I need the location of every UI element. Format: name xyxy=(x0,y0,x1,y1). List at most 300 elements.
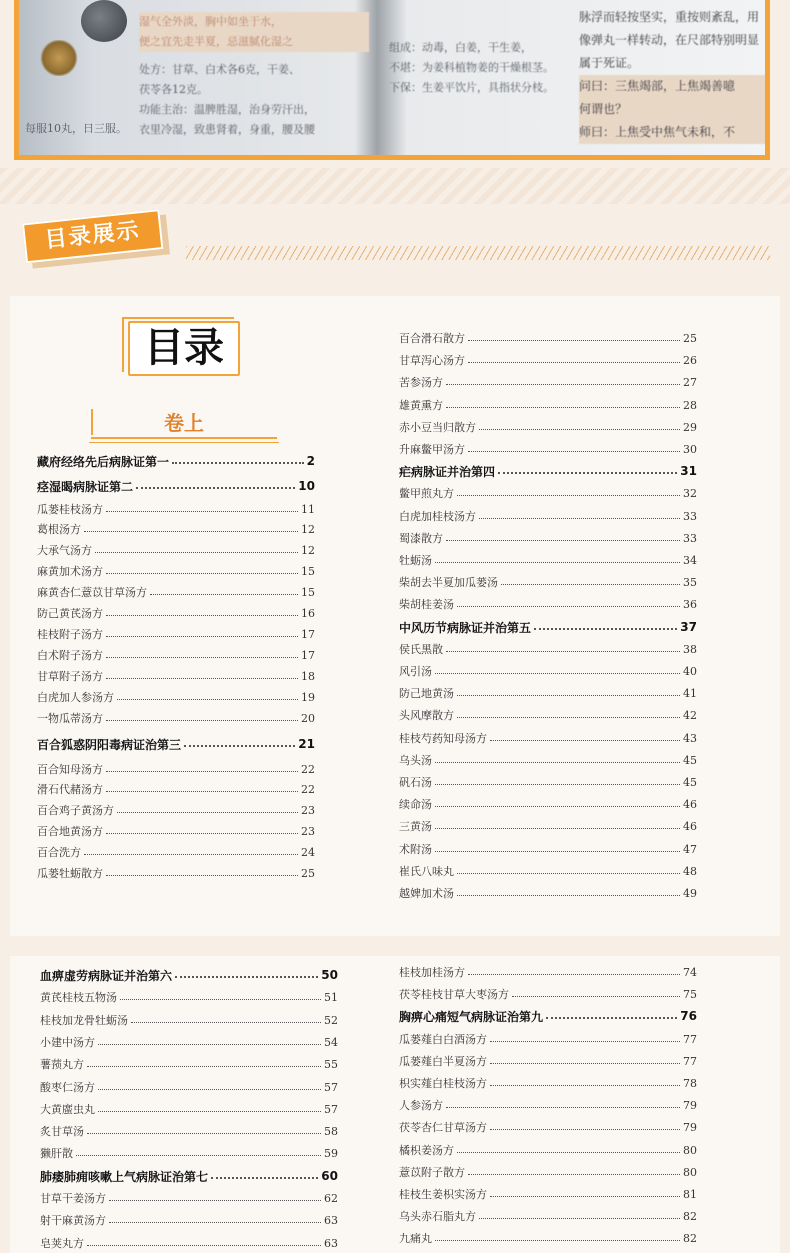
toc-chapter xyxy=(399,617,697,637)
dot-leader xyxy=(106,636,298,637)
toc-entry-title: 胸痹心痛短气病脉证治第九 xyxy=(399,1009,544,1024)
dot-leader xyxy=(109,1222,321,1223)
toc-entry-title: 薏苡附子散方 xyxy=(399,1166,465,1179)
toc-entry xyxy=(40,1121,338,1141)
herb-image xyxy=(39,40,79,76)
toc-chapter xyxy=(37,476,315,496)
dot-leader xyxy=(106,771,298,772)
dot-leader xyxy=(98,1044,321,1045)
toc-entry-page: 36 xyxy=(683,597,697,611)
dot-leader xyxy=(106,678,298,679)
dot-leader xyxy=(490,1196,680,1197)
toc-entry-page: 58 xyxy=(324,1124,338,1138)
toc-entry-title: 白虎加桂枝汤方 xyxy=(399,510,476,523)
toc-entry-title: 甘草干姜汤方 xyxy=(40,1192,106,1205)
toc-entry xyxy=(40,1210,338,1230)
toc-entry xyxy=(37,708,315,728)
toc-entry-title: 皂荚丸方 xyxy=(40,1237,84,1250)
toc-entry xyxy=(399,439,697,459)
dot-leader xyxy=(468,340,680,341)
toc-entry-title: 白术附子汤方 xyxy=(37,649,103,662)
toc-entry-title: 百合狐惑阴阳毒病证治第三 xyxy=(37,737,182,752)
dot-leader xyxy=(136,487,295,489)
toc-entry-page: 49 xyxy=(683,886,697,900)
toc-entry-title: 蜀漆散方 xyxy=(399,532,443,545)
toc-entry-title: 侯氏黑散 xyxy=(399,643,443,656)
dot-leader xyxy=(446,540,680,541)
toc-entry xyxy=(399,839,697,859)
toc-entry-title: 桂枝生姜枳实汤方 xyxy=(399,1188,487,1201)
dot-leader xyxy=(468,451,680,452)
dot-leader xyxy=(457,606,680,607)
toc-entry-page: 28 xyxy=(683,398,697,412)
toc-entry-title: 三黄汤 xyxy=(399,820,432,833)
toc-entry-title: 瓜蒌牡蛎散方 xyxy=(37,867,103,880)
dot-leader xyxy=(106,791,298,792)
toc-entry xyxy=(399,816,697,836)
toc-entry xyxy=(37,582,315,602)
toc-entry-title: 痉湿暍病脉证第二 xyxy=(37,479,134,494)
dot-leader xyxy=(106,511,298,512)
dot-leader xyxy=(435,673,680,674)
toc-entry xyxy=(40,987,338,1007)
toc-entry-page: 52 xyxy=(324,1013,338,1027)
toc-entry-page: 15 xyxy=(301,564,315,578)
volume-label: 卷上 xyxy=(91,409,277,439)
toc-entry-title: 乌头汤 xyxy=(399,754,432,767)
toc-entry-page: 22 xyxy=(301,762,315,776)
toc-entry-title: 麻黄杏仁薏苡甘草汤方 xyxy=(37,586,147,599)
toc-entry xyxy=(40,1143,338,1163)
toc-chapter xyxy=(37,734,315,754)
toc-entry-page: 30 xyxy=(683,442,697,456)
toc-entry-title: 百合洗方 xyxy=(37,846,81,859)
toc-entry-page: 75 xyxy=(683,987,697,1001)
toc-entry-title: 百合知母汤方 xyxy=(37,763,103,776)
toc-entry-page: 37 xyxy=(680,620,697,634)
dot-leader xyxy=(87,1245,321,1246)
dot-leader xyxy=(479,1218,680,1219)
dot-leader xyxy=(435,784,680,785)
toc-entry-page: 22 xyxy=(301,782,315,796)
toc-entry-page: 18 xyxy=(301,669,315,683)
toc-entry-page: 27 xyxy=(683,375,697,389)
dot-leader xyxy=(76,1155,321,1156)
toc-entry-page: 20 xyxy=(301,711,315,725)
toc-entry xyxy=(399,528,697,548)
toc-chapter xyxy=(399,1006,697,1026)
toc-entry-title: 防己地黄汤 xyxy=(399,687,454,700)
toc-entry xyxy=(40,1032,338,1052)
toc-entry xyxy=(40,1077,338,1097)
toc-entry-page: 63 xyxy=(324,1236,338,1250)
dot-leader xyxy=(435,828,680,829)
toc-entry-page: 2 xyxy=(306,454,315,468)
dot-leader xyxy=(468,974,680,975)
dot-leader xyxy=(106,657,298,658)
toc-entry xyxy=(399,883,697,903)
toc-entry-title: 崔氏八味丸 xyxy=(399,865,454,878)
dot-leader xyxy=(435,562,680,563)
toc-entry-title: 百合鸡子黄汤方 xyxy=(37,804,114,817)
toc-entry xyxy=(399,705,697,725)
toc-entry-title: 苦参汤方 xyxy=(399,376,443,389)
section-label-text: 目录展示 xyxy=(22,209,163,263)
toc-entry xyxy=(40,1233,338,1253)
toc-entry-page: 47 xyxy=(683,842,697,856)
toc-entry-title: 甘草附子汤方 xyxy=(37,670,103,683)
toc-entry-page: 78 xyxy=(683,1076,697,1090)
toc-chapter xyxy=(399,461,697,481)
toc-title: 目录 xyxy=(128,321,240,376)
toc-entry-title: 小建中汤方 xyxy=(40,1036,95,1049)
toc-entry-page: 17 xyxy=(301,627,315,641)
toc-entry-title: 大承气汤方 xyxy=(37,544,92,557)
toc-entry-page: 40 xyxy=(683,664,697,678)
toc-entry-page: 55 xyxy=(324,1057,338,1071)
dot-leader xyxy=(457,1152,680,1153)
toc-entry xyxy=(399,395,697,415)
toc-entry-page: 10 xyxy=(298,479,315,493)
toc-entry xyxy=(399,1228,697,1248)
dot-leader xyxy=(457,495,680,496)
toc-entry-page: 48 xyxy=(683,864,697,878)
toc-entry-title: 甘草泻心汤方 xyxy=(399,354,465,367)
toc-entry-title: 术附汤 xyxy=(399,843,432,856)
toc-entry-title: 獭肝散 xyxy=(40,1147,73,1160)
toc-entry-title: 黄芪桂枝五物汤 xyxy=(40,991,117,1004)
toc-entry-title: 桂枝加龙骨牡蛎汤 xyxy=(40,1014,128,1027)
toc-entry-page: 42 xyxy=(683,708,697,722)
toc-entry-page: 81 xyxy=(683,1187,697,1201)
toc-entry xyxy=(399,572,697,592)
toc-entry xyxy=(399,683,697,703)
toc-entry-page: 12 xyxy=(301,522,315,536)
toc-entry-title: 桂枝芍药知母汤方 xyxy=(399,732,487,745)
toc-entry-title: 百合地黄汤方 xyxy=(37,825,103,838)
dot-leader xyxy=(131,1022,321,1023)
dot-leader xyxy=(446,651,680,652)
toc-entry-page: 79 xyxy=(683,1120,697,1134)
toc-entry xyxy=(399,483,697,503)
toc-entry-title: 续命汤 xyxy=(399,798,432,811)
dot-leader xyxy=(84,531,298,532)
dot-leader xyxy=(446,407,680,408)
toc-entry-title: 乌头赤石脂丸方 xyxy=(399,1210,476,1223)
dot-leader xyxy=(98,1111,321,1112)
toc-entry-title: 瓜蒌薤白白酒汤方 xyxy=(399,1033,487,1046)
toc-entry-page: 82 xyxy=(683,1231,697,1245)
toc-entry xyxy=(37,540,315,560)
dot-leader xyxy=(117,812,298,813)
dot-leader xyxy=(534,628,677,630)
toc-entry-page: 63 xyxy=(324,1213,338,1227)
toc-entry xyxy=(399,861,697,881)
toc-entry-page: 33 xyxy=(683,531,697,545)
toc-entry xyxy=(399,1073,697,1093)
dot-leader xyxy=(87,1133,321,1134)
toc-entry-page: 31 xyxy=(680,464,697,478)
toc-entry-title: 瓜蒌薤白半夏汤方 xyxy=(399,1055,487,1068)
toc-entry xyxy=(399,372,697,392)
dot-leader xyxy=(457,717,680,718)
toc-entry xyxy=(40,1054,338,1074)
toc-entry-title: 藏府经络先后病脉证第一 xyxy=(37,454,170,469)
toc-entry-page: 29 xyxy=(683,420,697,434)
toc-entry xyxy=(399,1029,697,1049)
toc-entry xyxy=(37,645,315,665)
toc-entry-page: 33 xyxy=(683,509,697,523)
dot-leader xyxy=(490,1063,680,1064)
toc-entry-page: 32 xyxy=(683,486,697,500)
toc-entry-title: 酸枣仁汤方 xyxy=(40,1081,95,1094)
dot-leader xyxy=(446,384,680,385)
toc-entry-page: 16 xyxy=(301,606,315,620)
dot-leader xyxy=(106,573,298,574)
dot-leader xyxy=(457,895,680,896)
toc-entry-page: 34 xyxy=(683,553,697,567)
toc-entry-page: 59 xyxy=(324,1146,338,1160)
toc-entry-page: 19 xyxy=(301,690,315,704)
toc-entry-title: 矾石汤 xyxy=(399,776,432,789)
toc-entry-title: 中风历节病脉证并治第五 xyxy=(399,620,532,635)
toc-entry xyxy=(37,863,315,883)
toc-entry-page: 11 xyxy=(301,502,315,516)
toc-entry-page: 26 xyxy=(683,353,697,367)
toc-entry xyxy=(399,506,697,526)
toc-entry xyxy=(399,962,697,982)
toc-entry-page: 23 xyxy=(301,824,315,838)
dot-leader xyxy=(468,362,680,363)
toc-entry-page: 62 xyxy=(324,1191,338,1205)
toc-entry-title: 茯苓杏仁甘草汤方 xyxy=(399,1121,487,1134)
section-label xyxy=(22,209,168,270)
toc-entry-title: 一物瓜蒂汤方 xyxy=(37,712,103,725)
toc-entry-title: 风引汤 xyxy=(399,665,432,678)
toc-entry xyxy=(399,1184,697,1204)
toc-entry-title: 白虎加人参汤方 xyxy=(37,691,114,704)
toc-entry-title: 越婢加术汤 xyxy=(399,887,454,900)
dot-leader xyxy=(435,851,680,852)
toc-entry xyxy=(399,1117,697,1137)
toc-entry-page: 15 xyxy=(301,585,315,599)
dot-leader xyxy=(490,1041,680,1042)
toc-entry xyxy=(399,350,697,370)
toc-entry-page: 82 xyxy=(683,1209,697,1223)
toc-entry xyxy=(399,750,697,770)
dot-leader xyxy=(457,695,680,696)
toc-entry-title: 疟病脉证并治第四 xyxy=(399,464,496,479)
toc-entry-page: 41 xyxy=(683,686,697,700)
toc-entry-page: 79 xyxy=(683,1098,697,1112)
toc-entry xyxy=(399,794,697,814)
toc-entry-title: 升麻鳖甲汤方 xyxy=(399,443,465,456)
toc-entry xyxy=(399,772,697,792)
toc-entry xyxy=(37,603,315,623)
toc-entry xyxy=(399,594,697,614)
toc-entry-title: 葛根汤方 xyxy=(37,523,81,536)
dot-leader xyxy=(546,1017,677,1019)
toc-entry-title: 炙甘草汤 xyxy=(40,1125,84,1138)
toc-entry xyxy=(37,624,315,644)
toc-entry-page: 80 xyxy=(683,1143,697,1157)
toc-entry xyxy=(399,550,697,570)
herb-image xyxy=(81,0,127,42)
toc-chapter xyxy=(40,1166,338,1186)
toc-entry-title: 桂枝附子汤方 xyxy=(37,628,103,641)
toc-entry-page: 21 xyxy=(298,737,315,751)
photo-left-note: 每服10丸，日三服。 xyxy=(25,122,127,135)
toc-entry-page: 57 xyxy=(324,1080,338,1094)
dot-leader xyxy=(106,875,298,876)
toc-entry xyxy=(399,1162,697,1182)
toc-entry xyxy=(40,1099,338,1119)
dot-leader xyxy=(479,429,680,430)
toc-entry-page: 46 xyxy=(683,797,697,811)
stripe-band xyxy=(0,168,790,204)
toc-entry-page: 46 xyxy=(683,819,697,833)
toc-entry-title: 鳖甲煎丸方 xyxy=(399,487,454,500)
toc-entry-page: 77 xyxy=(683,1032,697,1046)
toc-entry-title: 赤小豆当归散方 xyxy=(399,421,476,434)
toc-entry xyxy=(399,728,697,748)
toc-chapter xyxy=(40,965,338,985)
toc-entry-title: 防己黄芪汤方 xyxy=(37,607,103,620)
dot-leader xyxy=(446,1107,680,1108)
toc-entry-page: 25 xyxy=(301,866,315,880)
dot-leader xyxy=(512,996,680,997)
toc-entry xyxy=(399,661,697,681)
toc-entry-title: 滑石代赭汤方 xyxy=(37,783,103,796)
toc-entry-title: 百合滑石散方 xyxy=(399,332,465,345)
toc-entry-page: 51 xyxy=(324,990,338,1004)
toc-entry-page: 60 xyxy=(321,1169,338,1183)
toc-entry xyxy=(40,1010,338,1030)
dot-leader xyxy=(211,1177,318,1179)
toc-entry-title: 桂枝加桂汤方 xyxy=(399,966,465,979)
toc-entry-page: 54 xyxy=(324,1035,338,1049)
toc-entry xyxy=(399,1051,697,1071)
toc-entry xyxy=(37,842,315,862)
toc-entry-title: 大黄䗪虫丸 xyxy=(40,1103,95,1116)
book-photo xyxy=(14,0,770,160)
toc-entry xyxy=(37,687,315,707)
toc-entry xyxy=(37,561,315,581)
toc-entry xyxy=(40,1188,338,1208)
toc-entry-title: 柴胡去半夏加瓜蒌汤 xyxy=(399,576,498,589)
dot-leader xyxy=(184,745,295,747)
toc-entry-page: 38 xyxy=(683,642,697,656)
photo-right-column: 脉浮而轻按坚实，重按则紊乱，用 像弹丸一样转动，在尺部特别明显 属于死证。 问曰：三焦竭部，上焦竭善噫 何谓也？ 师曰：上焦受中焦气未和，不 xyxy=(579,0,769,144)
toc-entry xyxy=(37,759,315,779)
toc-entry-page: 17 xyxy=(301,648,315,662)
dot-leader xyxy=(87,1066,321,1067)
dot-leader xyxy=(98,1089,321,1090)
toc-entry-title: 血痹虚劳病脉证并治第六 xyxy=(40,968,173,983)
dot-leader xyxy=(490,740,680,741)
toc-entry-page: 80 xyxy=(683,1165,697,1179)
panel-divider xyxy=(10,936,780,956)
toc-entry-page: 77 xyxy=(683,1054,697,1068)
toc-entry-page: 12 xyxy=(301,543,315,557)
dot-leader xyxy=(490,1085,680,1086)
toc-entry xyxy=(399,639,697,659)
toc-entry xyxy=(37,499,315,519)
toc-entry-page: 24 xyxy=(301,845,315,859)
dot-leader xyxy=(175,976,318,978)
dot-leader xyxy=(84,854,298,855)
dot-leader xyxy=(106,720,298,721)
toc-entry-title: 肺痿肺痈咳嗽上气病脉证治第七 xyxy=(40,1169,209,1184)
toc-entry xyxy=(399,1095,697,1115)
toc-entry-title: 麻黄加术汤方 xyxy=(37,565,103,578)
toc-entry xyxy=(37,666,315,686)
toc-entry-page: 43 xyxy=(683,731,697,745)
dot-leader xyxy=(435,806,680,807)
toc-entry-page: 50 xyxy=(321,968,338,982)
dot-leader xyxy=(468,1174,680,1175)
hatch-divider xyxy=(186,246,770,260)
toc-entry xyxy=(37,779,315,799)
toc-entry-title: 射干麻黄汤方 xyxy=(40,1214,106,1227)
toc-chapter xyxy=(37,451,315,471)
toc-entry-title: 薯蓣丸方 xyxy=(40,1058,84,1071)
toc-entry xyxy=(399,984,697,1004)
toc-entry-title: 九痛丸 xyxy=(399,1232,432,1245)
toc-entry-title: 雄黄熏方 xyxy=(399,399,443,412)
toc-entry-page: 45 xyxy=(683,775,697,789)
dot-leader xyxy=(435,762,680,763)
toc-entry-page: 76 xyxy=(680,1009,697,1023)
toc-entry-title: 头风摩散方 xyxy=(399,709,454,722)
toc-entry-page: 74 xyxy=(683,965,697,979)
toc-entry xyxy=(399,1206,697,1226)
dot-leader xyxy=(457,873,680,874)
dot-leader xyxy=(501,584,680,585)
dot-leader xyxy=(95,552,298,553)
toc-entry-page: 35 xyxy=(683,575,697,589)
photo-right-page: 组成：动毒，白姜，干生姜， 不堪：为姜科植物姜的干燥根茎。 下保：生姜平饮片，具指状分枝。 脉浮而轻按坚实，重按则紊乱，用 像弹丸一样转动，在尺部特别明显 属于死证。 问曰：三焦竭部，上焦竭善噫 何谓也？ 师曰：上焦受中焦气未和，不 xyxy=(389,0,769,155)
toc-entry-title: 牡蛎汤 xyxy=(399,554,432,567)
toc-entry xyxy=(399,1140,697,1160)
toc-entry xyxy=(37,800,315,820)
toc-entry xyxy=(37,821,315,841)
dot-leader xyxy=(490,1129,680,1130)
dot-leader xyxy=(479,518,680,519)
dot-leader xyxy=(109,1200,321,1201)
toc-entry xyxy=(399,417,697,437)
toc-entry-page: 25 xyxy=(683,331,697,345)
toc-entry-title: 茯苓桂枝甘草大枣汤方 xyxy=(399,988,509,1001)
dot-leader xyxy=(150,594,298,595)
toc-entry-page: 23 xyxy=(301,803,315,817)
dot-leader xyxy=(106,615,298,616)
toc-entry-page: 45 xyxy=(683,753,697,767)
dot-leader xyxy=(172,462,304,464)
toc-entry-title: 枳实薤白桂枝汤方 xyxy=(399,1077,487,1090)
dot-leader xyxy=(106,833,298,834)
toc-entry-title: 橘枳姜汤方 xyxy=(399,1144,454,1157)
toc-entry xyxy=(37,519,315,539)
toc-entry-page: 57 xyxy=(324,1102,338,1116)
toc-entry xyxy=(399,328,697,348)
toc-entry-title: 柴胡桂姜汤 xyxy=(399,598,454,611)
toc-entry-title: 人参汤方 xyxy=(399,1099,443,1112)
dot-leader xyxy=(117,699,298,700)
dot-leader xyxy=(120,999,321,1000)
toc-entry-title: 瓜蒌桂枝汤方 xyxy=(37,503,103,516)
photo-left-page: 湿气全外淡，胸中如坐于水， 便之宜先走半夏，忌滋腻化湿之 处方：甘草、白术各6克，干姜、 茯苓各12克。 功能主治：温脾胜湿，治身劳汗出， 衣里冷湿，致患肾着，身重，腰及腰 xyxy=(139,0,369,155)
